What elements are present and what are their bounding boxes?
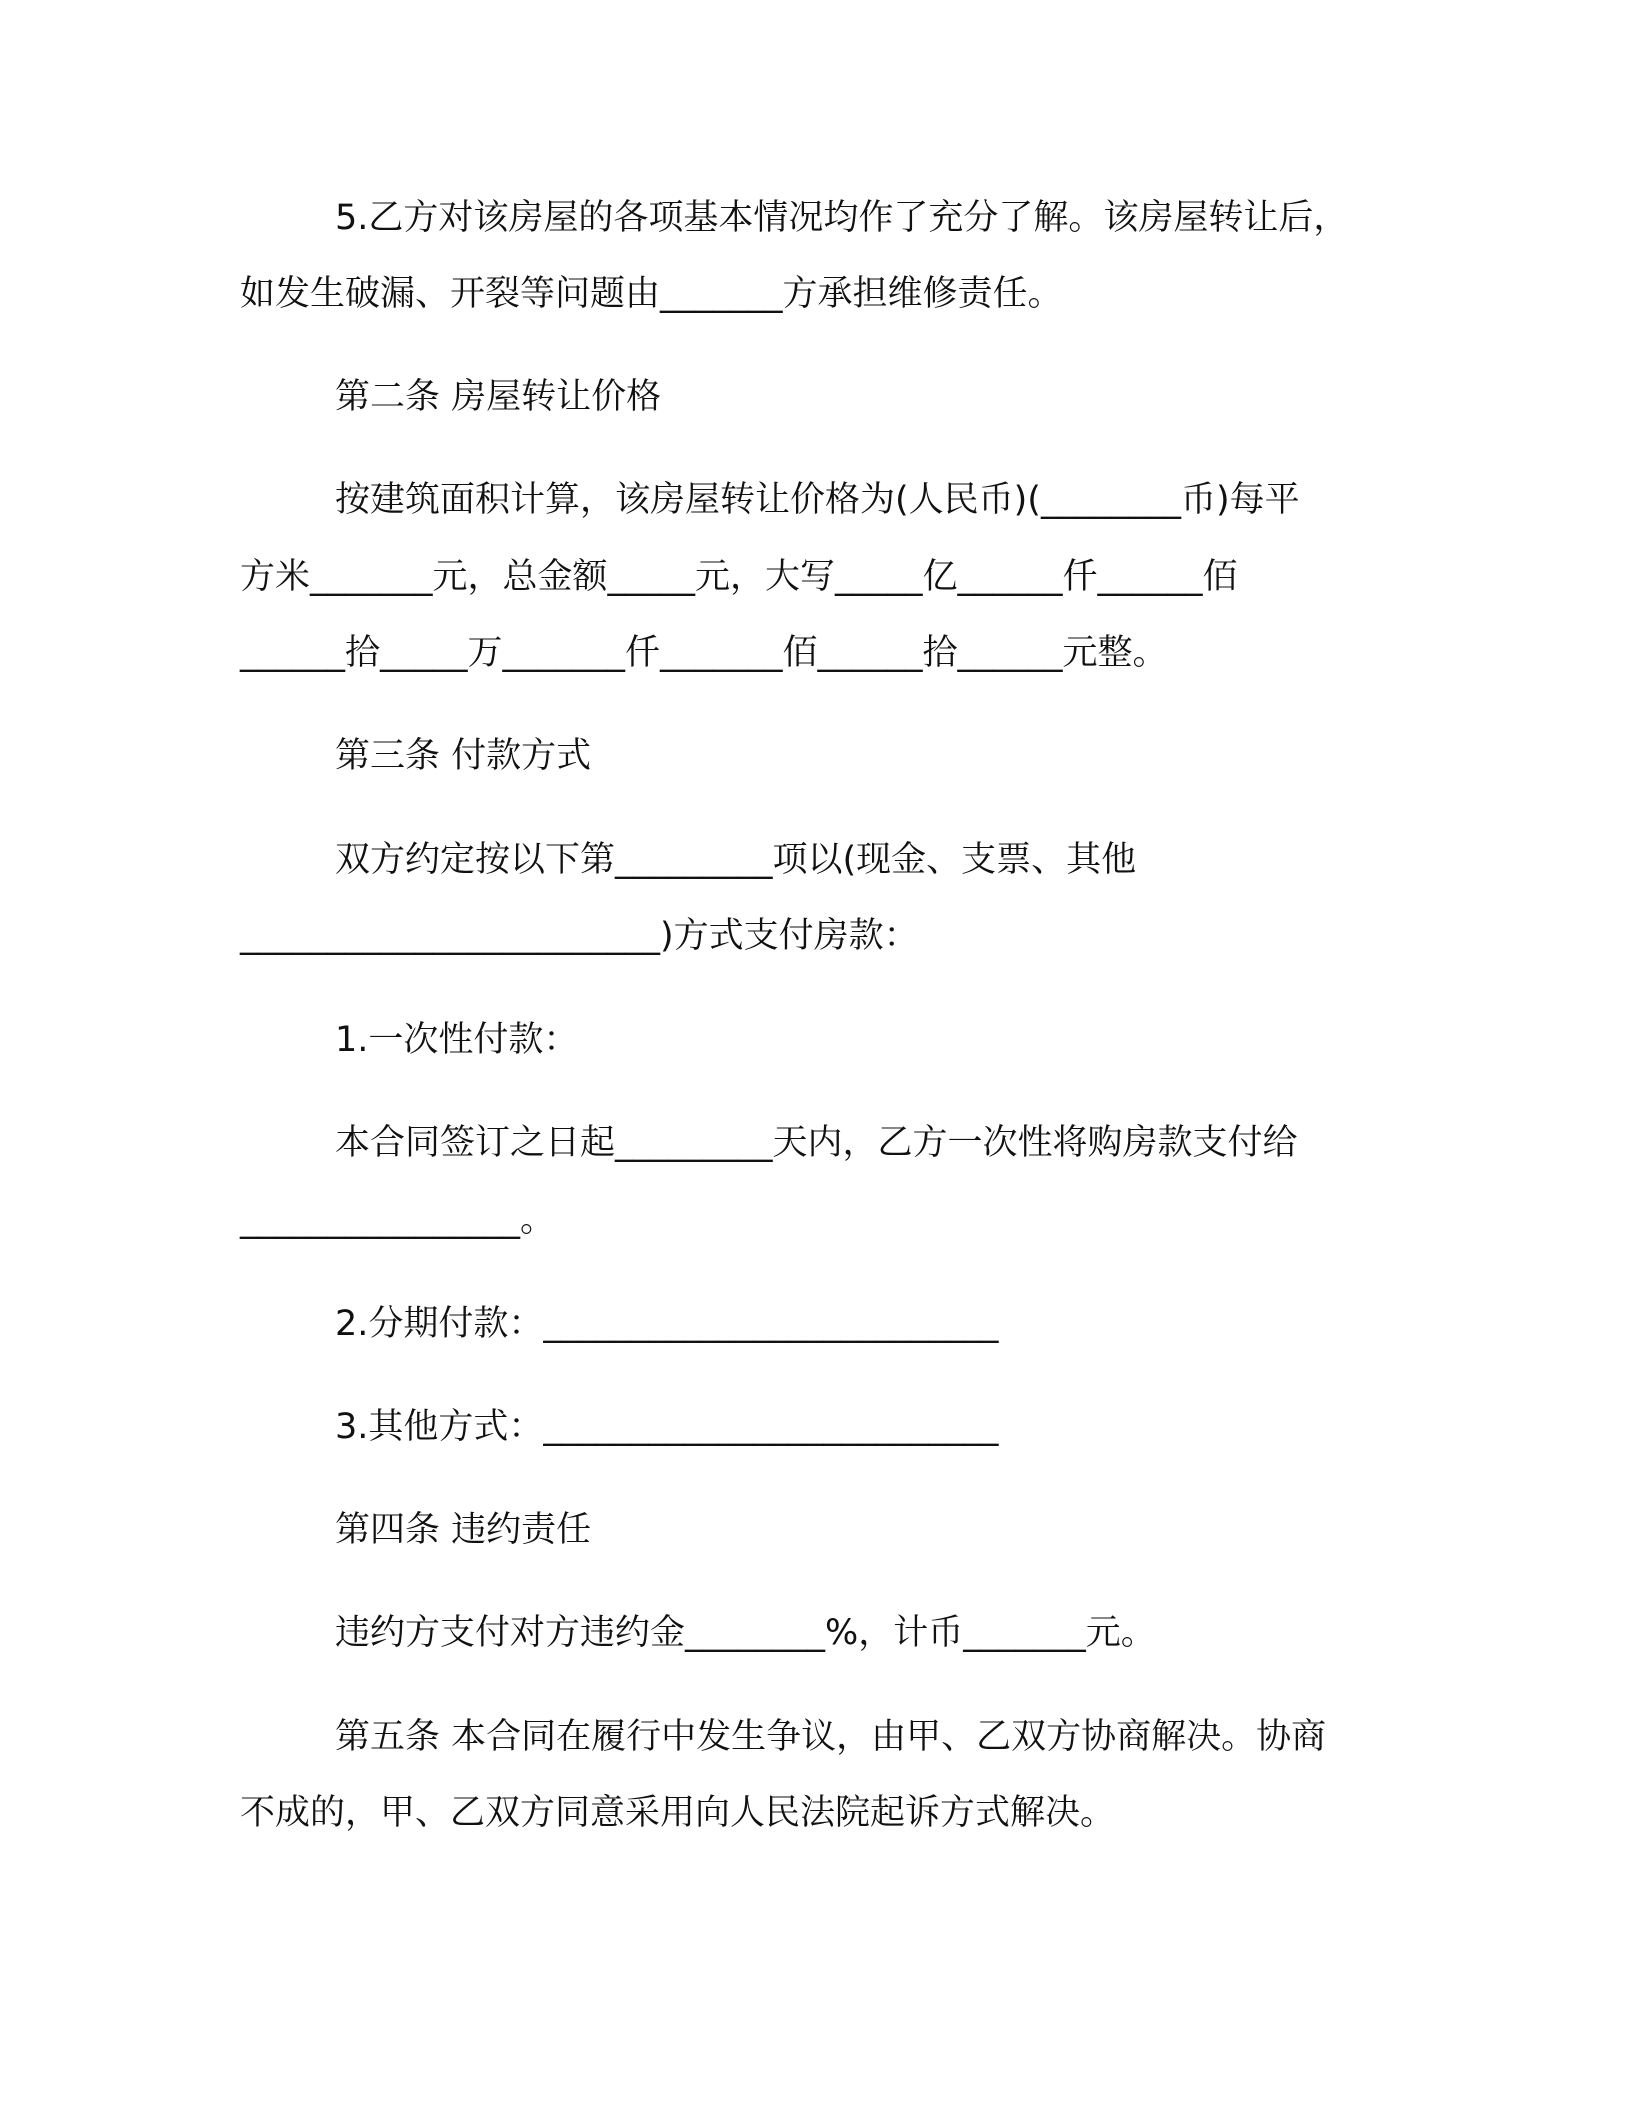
clause-5-line-2: 如发生破漏、开裂等问题由_______方承担维修责任。 — [240, 274, 1063, 314]
lump-sum-paragraph-line-1: 本合同签订之日起_________天内，乙方一次性将购房款支付给 — [335, 1123, 1298, 1163]
price-paragraph-line-2: 方米_______元，总金额_____元，大写_____亿______仟______佰 — [240, 557, 1238, 597]
lump-sum-paragraph-line-2: ________________。 — [240, 1200, 556, 1240]
lump-sum-payment-item: 1.一次性付款： — [335, 1020, 579, 1060]
article-5-line-1: 第五条 本合同在履行中发生争议，由甲、乙双方协商解决。协商 — [335, 1717, 1327, 1757]
price-paragraph-line-1: 按建筑面积计算，该房屋转让价格为(人民币)(________币)每平 — [335, 480, 1300, 520]
article-2-heading: 第二条 房屋转让价格 — [335, 377, 662, 417]
article-3-heading: 第三条 付款方式 — [335, 736, 592, 776]
installment-payment-item: 2.分期付款：__________________________ — [335, 1304, 999, 1344]
breach-paragraph: 违约方支付对方违约金________%，计币_______元。 — [335, 1613, 1156, 1653]
article-4-heading: 第四条 违约责任 — [335, 1510, 592, 1550]
payment-paragraph-line-1: 双方约定按以下第_________项以(现金、支票、其他 — [335, 840, 1137, 880]
article-5-line-2: 不成的，甲、乙双方同意采用向人民法院起诉方式解决。 — [240, 1793, 1116, 1833]
other-payment-item: 3.其他方式：__________________________ — [335, 1407, 999, 1447]
price-paragraph-line-3: ______拾_____万_______仟_______佰______拾______元整。 — [240, 633, 1168, 673]
payment-paragraph-line-2: ________________________)方式支付房款： — [240, 916, 919, 956]
clause-5-line-1: 5.乙方对该房屋的各项基本情况均作了充分了解。该房屋转让后， — [335, 198, 1349, 238]
